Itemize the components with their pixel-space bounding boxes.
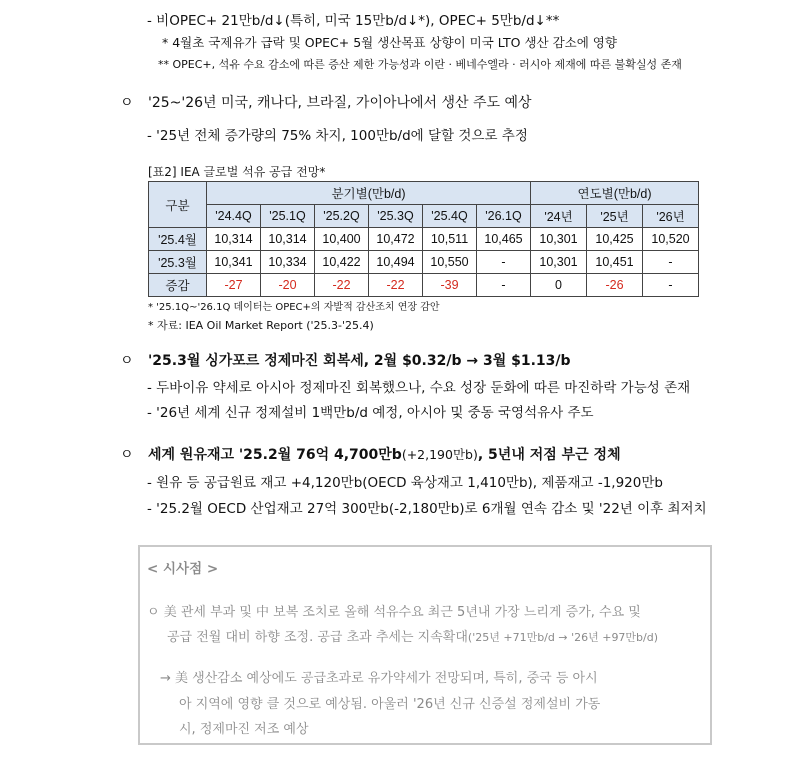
section-1-title: '25~'26년 미국, 캐나다, 브라질, 가이아나에서 생산 주도 예상 [148, 95, 532, 111]
group-year: 연도별(만b/d) [531, 182, 699, 205]
table-cell: - [643, 274, 699, 297]
bullet-marker: ㅇ [120, 447, 134, 463]
section-3-sub-1: - 원유 등 공급원료 재고 +4,120만b(OECD 육상재고 1,410만b), 제품재고 -1,920만b [147, 475, 663, 491]
table-cell: 0 [531, 274, 587, 297]
table-cell: 10,472 [369, 228, 423, 251]
table-cell: 10,520 [643, 228, 699, 251]
table-cell: 10,400 [315, 228, 369, 251]
section-3-title-main: 세계 원유재고 '25.2월 76억 4,700만b [148, 447, 402, 463]
row-label: '25.4월 [149, 228, 207, 251]
col-header: '24년 [531, 205, 587, 228]
implications-para-1-text: 공급 전월 대비 하향 조정. 공급 초과 추세는 지속확대 [167, 630, 468, 645]
table-corner: 구분 [149, 182, 207, 228]
supply-outlook-table [148, 181, 699, 297]
nonopec-line: - 비OPEC+ 21만b/d↓(특히, 미국 15만b/d↓*), OPEC+ 5만b/d↓** [147, 13, 560, 29]
table-cell: 10,341 [207, 251, 261, 274]
implications-para-1-line-2 [167, 626, 658, 645]
table-cell: 10,314 [207, 228, 261, 251]
table-cell: -27 [207, 274, 261, 297]
col-header: '26년 [643, 205, 699, 228]
section-3-sub-2: - '25.2월 OECD 산업재고 27억 300만b(-2,180만b)로 6개월 연속 감소 및 '22년 이후 최저치 [147, 501, 707, 517]
table-cell: - [643, 251, 699, 274]
section-2-sub-1: - 두바이유 약세로 아시아 정제마진 회복했으나, 수요 성장 둔화에 따른 마진하락 가능성 존재 [147, 380, 691, 396]
table-cell: - [477, 274, 531, 297]
table-row [149, 274, 699, 297]
table-cell: 10,301 [531, 228, 587, 251]
table-footnote-1: * '25.1Q~'26.1Q 데이터는 OPEC+의 자발적 감산조치 연장 감안 [148, 302, 440, 313]
section-2-title: '25.3월 싱가포르 정제마진 회복세, 2월 $0.32/b → 3월 $1.13/b [148, 353, 571, 369]
col-header: '25.3Q [369, 205, 423, 228]
table-cell: -26 [587, 274, 643, 297]
col-header: '25.4Q [423, 205, 477, 228]
section-3-title-change: (+2,190만b) [401, 447, 478, 462]
note-2: ** OPEC+, 석유 수요 감소에 따른 증산 제한 가능성과 이란 · 베네수엘라 · 러시아 제재에 따른 불확실성 존재 [158, 58, 682, 71]
note-1: * 4월초 국제유가 급락 및 OPEC+ 5월 생산목표 상향이 미국 LTO 생산 감소에 영향 [162, 35, 617, 50]
table-cell: 10,511 [423, 228, 477, 251]
col-header: '24.4Q [207, 205, 261, 228]
table-cell: 10,550 [423, 251, 477, 274]
col-header: '25.1Q [261, 205, 315, 228]
implications-para-1-line-1: ㅇ 美 관세 부과 및 中 보복 조치로 올해 석유수요 최근 5년내 가장 느리게 증가, 수요 및 [147, 605, 641, 620]
table-cell: 10,334 [261, 251, 315, 274]
table-cell: 10,301 [531, 251, 587, 274]
table-row [149, 228, 699, 251]
table-cell: -22 [369, 274, 423, 297]
table-cell: 10,451 [587, 251, 643, 274]
bullet-marker: ㅇ [120, 353, 134, 369]
section-1-sub: - '25년 전체 증가량의 75% 차지, 100만b/d에 달할 것으로 추정 [147, 128, 528, 144]
table-cell: - [477, 251, 531, 274]
section-3-title [148, 444, 621, 464]
section-3-title-tail: , 5년내 저점 부근 정체 [477, 447, 621, 463]
table-cell: 10,494 [369, 251, 423, 274]
row-label: '25.3월 [149, 251, 207, 274]
col-header: '26.1Q [477, 205, 531, 228]
bullet-marker: ㅇ [120, 95, 134, 111]
table-caption: [표2] IEA 글로벌 석유 공급 전망* [148, 165, 326, 179]
implications-box [138, 545, 712, 745]
table-cell: 10,425 [587, 228, 643, 251]
implications-para-1-range: ('25년 +71만b/d → '26년 +97만b/d) [467, 631, 659, 644]
implications-para-2-line-1: → 美 생산감소 예상에도 공급초과로 유가약세가 전망되며, 특히, 중국 등 아시 [160, 671, 598, 686]
col-header: '25.2Q [315, 205, 369, 228]
table-cell: 10,314 [261, 228, 315, 251]
table-cell: -39 [423, 274, 477, 297]
table-cell: -22 [315, 274, 369, 297]
table-row [149, 251, 699, 274]
col-header: '25년 [587, 205, 643, 228]
implications-para-2-line-2: 아 지역에 영향 클 것으로 예상됨. 아울러 '26년 신규 신증설 정제설비 가동 [179, 697, 601, 712]
table-cell: -20 [261, 274, 315, 297]
table-cell: 10,465 [477, 228, 531, 251]
implications-title: < 시사점 > [147, 561, 219, 577]
section-2-sub-2: - '26년 세계 신규 정제설비 1백만b/d 예정, 아시아 및 중동 국영석유사 주도 [147, 405, 594, 421]
table-footnote-2: * 자료: IEA Oil Market Report ('25.3-'25.4) [148, 319, 374, 332]
group-quarter: 분기별(만b/d) [207, 182, 531, 205]
table-cell: 10,422 [315, 251, 369, 274]
implications-para-2-line-3: 시, 정제마진 저조 예상 [179, 722, 309, 737]
row-label: 증감 [149, 274, 207, 297]
